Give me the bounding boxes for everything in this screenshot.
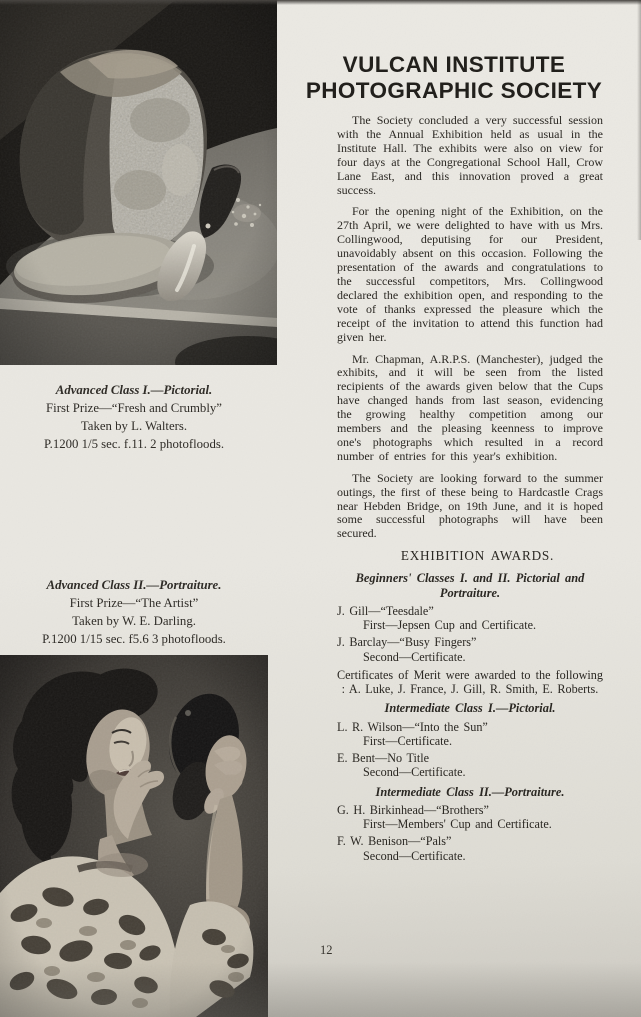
portrait-photo <box>0 655 268 1017</box>
photo-caption-1 <box>8 381 260 453</box>
article-title-line-1: VULCAN INSTITUTE <box>342 52 566 77</box>
photo-caption-2 <box>8 576 260 648</box>
award-entry-prize: Second—Certificate. <box>363 765 466 780</box>
award-entry-prize: Second—Certificate. <box>363 649 466 664</box>
caption-prize-line: First Prize—“The Artist” <box>69 596 199 610</box>
award-entry <box>337 803 603 831</box>
award-entry-name: J. Barclay—“Busy Fingers” <box>337 635 477 650</box>
award-entry-prize: Second—Certificate. <box>363 848 466 863</box>
article-title-line-2: PHOTOGRAPHIC SOCIETY <box>305 78 603 103</box>
award-entry <box>337 604 603 632</box>
caption-prize-line: First Prize—“Fresh and Crumbly” <box>46 401 222 415</box>
caption-class-line: Advanced Class II.—Portraiture. <box>46 578 222 592</box>
caption-tech-line: P.1200 1/5 sec. f.11. 2 photofloods. <box>43 437 225 451</box>
award-entry-name: E. Bent—No Title <box>337 751 430 766</box>
bread-still-life-photo <box>0 0 277 365</box>
award-entry-prize: First—Members' Cup and Certificate. <box>363 817 552 832</box>
award-entry <box>337 834 603 862</box>
award-class-title: Intermediate Class I.—Pictorial. <box>384 701 556 716</box>
award-entry-name: J. Gill—“Teesdale” <box>337 604 434 618</box>
award-class-title: Intermediate Class II.—Portraiture. <box>375 784 565 799</box>
caption-tech-line: P.1200 1/15 sec. f5.6 3 photofloods. <box>42 632 226 646</box>
article-paragraph: Mr. Chapman, A.R.P.S. (Manchester), judged the exhibits, and it will be seen from the listed recipients of the awards given below that the Cups have changed hands from last season, evidencing the growing healthy competition among our members and the pleasing keenness to improve one's photographs which resulted in a record number of entries for this year's exhibition. <box>337 351 603 463</box>
award-entry-name: G. H. Birkinhead—“Brothers” <box>337 803 489 818</box>
article-paragraph: For the opening night of the Exhibition, on the 27th April, we were delighted to have with us Mrs. Collingwood, deputising for our President, unavoidably absent on this occasion. Following the presentation of the awards and congratulations to the successful competitors, Mrs. Collingwood declared the exhibition open, and responding to the vote of thanks expressed the pleasure which the receipt of the invitation to attend this function had given her. <box>337 204 603 344</box>
awards-heading: EXHIBITION AWARDS. <box>400 548 555 564</box>
scan-edge-right <box>637 0 641 240</box>
article-title <box>305 52 603 104</box>
merit-note: Certificates of Merit were awarded to the following : A. Luke, J. France, J. Gill, R. Smith, E. Roberts. <box>337 667 603 696</box>
award-entry <box>337 635 603 663</box>
award-entry-prize: First—Jepsen Cup and Certificate. <box>363 618 537 633</box>
caption-taken-line: Taken by W. E. Darling. <box>72 614 196 628</box>
page-number: 12 <box>320 943 333 957</box>
article-column <box>305 52 603 866</box>
article-body <box>337 114 603 863</box>
award-class-title: Beginners' Classes I. and II. Pictorial and Portraiture. <box>355 571 585 600</box>
award-entry-prize: First—Certificate. <box>363 734 453 749</box>
article-paragraph: The Society concluded a very successful session with the Annual Exhibition held as usual in the Institute Hall. The exhibits were also on view for four days at the Congregational School Hall, Crow Lane East, and this innovation proved a great success. <box>337 113 603 197</box>
award-entry-name: L. R. Wilson—“Into the Sun” <box>337 719 488 734</box>
award-entry-name: F. W. Benison—“Pals” <box>337 834 452 849</box>
award-entry <box>337 720 603 748</box>
caption-class-line: Advanced Class I.—Pictorial. <box>55 383 213 397</box>
article-paragraph: The Society are looking forward to the summer outings, the first of these being to Hardcastle Crags near Hebden Bridge, on 19th June, and it is hoped some successful photographs will have been secured. <box>337 470 603 541</box>
award-entry <box>337 751 603 779</box>
caption-taken-line: Taken by L. Walters. <box>80 419 188 433</box>
